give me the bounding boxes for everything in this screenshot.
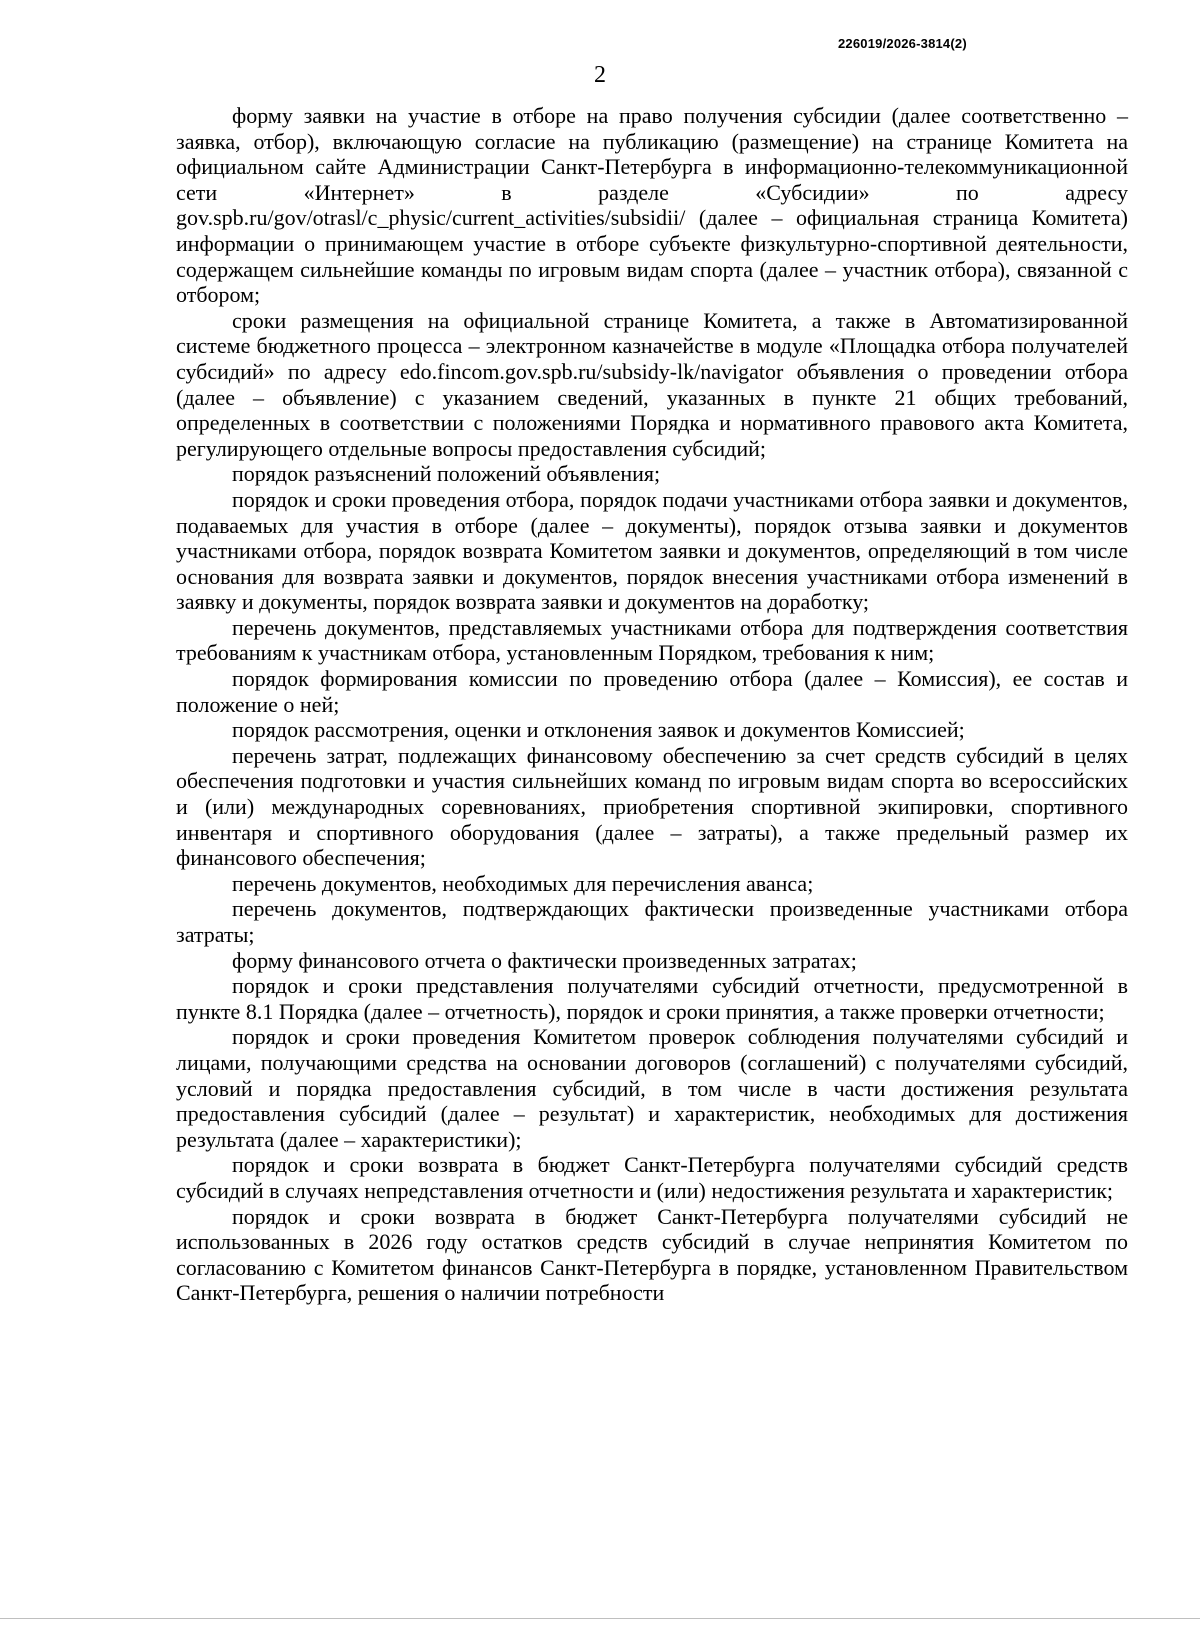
page-number: 2	[594, 62, 606, 88]
document-body	[176, 103, 1128, 1306]
paragraph: порядок и сроки возврата в бюджет Санкт-Петербурга получателями субсидий средств субсидий в случаях непредставления отчетности и (или) недостижения результата и характеристик;	[176, 1152, 1128, 1203]
paragraph: порядок и сроки представления получателями субсидий отчетности, предусмотренной в пункте 8.1 Порядка (далее – отчетность), порядок и сроки принятия, а также проверки отчетности;	[176, 973, 1128, 1024]
paragraph: порядок разъяснений положений объявления;	[232, 461, 661, 487]
paragraph: форму заявки на участие в отборе на право получения субсидии (далее соответственно – заявка, отбор), включающую согласие на публикацию (размещение) на странице Комитета на официальном сайте Администрации Санкт-Петербурга в информационно-телекоммуникационной сети «Интернет» в разделе «Субсидии» по адресу gov.spb.ru/gov/otrasl/c_physic/current_activities/subsidii/ (далее – официальная страница Комитета) информации о принимающем участие в отборе субъекте физкультурно-спортивной деятельности, содержащем сильнейшие команды по игровым видам спорта (далее – участник отбора), связанной с отбором;	[176, 103, 1128, 308]
paragraph: перечень затрат, подлежащих финансовому обеспечению за счет средств субсидий в целях обеспечения подготовки и участия сильнейших команд по игровым видам спорта во всероссийских и (или) международных соревнованиях, приобретения спортивной экипировки, спортивного инвентаря и спортивного оборудования (далее – затраты), а также предельный размер их финансового обеспечения;	[176, 742, 1128, 871]
scan-edge-line	[0, 1618, 1200, 1620]
paragraph: перечень документов, необходимых для перечисления аванса;	[232, 870, 814, 896]
document-registration-number: 226019/2026-3814(2)	[838, 36, 967, 51]
paragraph: порядок и сроки проведения отбора, порядок подачи участниками отбора заявки и документов, подаваемых для участия в отборе (далее – документы), порядок отзыва заявки и документов участниками отбора, порядок возврата Комитетом заявки и документов, определяющий в том числе основания для возврата заявки и документов, порядок внесения участниками отбора изменений в заявку и документы, порядок возврата заявки и документов на доработку;	[176, 486, 1128, 615]
paragraph: порядок и сроки проведения Комитетом проверок соблюдения получателями субсидий и лицами, получающими средства на основании договоров (соглашений) с получателями субсидий, условий и порядка предоставления субсидий, в том числе в части достижения результата предоставления субсидий (далее – результат) и характеристик, необходимых для достижения результата (далее – характеристики);	[176, 1024, 1128, 1152]
paragraph: перечень документов, подтверждающих фактически произведенные участниками отбора затраты;	[176, 896, 1128, 947]
paragraph: перечень документов, представляемых участниками отбора для подтверждения соответствия требованиям к участникам отбора, установленным Порядком, требования к ним;	[176, 614, 1128, 666]
paragraph: порядок рассмотрения, оценки и отклонения заявок и документов Комиссией;	[232, 717, 965, 743]
paragraph: порядок и сроки возврата в бюджет Санкт-Петербурга получателями субсидий не использованных в 2026 году остатков средств субсидий в случае непринятия Комитетом по согласованию с Комитетом финансов Санкт-Петербурга в порядке, установленном Правительством Санкт-Петербурга, решения о наличии потребности	[176, 1203, 1128, 1306]
paragraph: порядок формирования комиссии по проведению отбора (далее – Комиссия), ее состав и положение о ней;	[176, 666, 1128, 717]
paragraph: сроки размещения на официальной странице Комитета, а также в Автоматизированной системе бюджетного процесса – электронном казначействе в модуле «Площадка отбора получателей субсидий» по адресу edo.fincom.gov.spb.ru/subsidy-lk/navigator объявления о проведении отбора (далее – объявление) с указанием сведений, указанных в пункте 21 общих требований, определенных в соответствии с положениями Порядка и нормативного правового акта Комитета, регулирующего отдельные вопросы предоставления субсидий;	[176, 307, 1128, 461]
paragraph: форму финансового отчета о фактически произведенных затратах;	[232, 947, 857, 973]
